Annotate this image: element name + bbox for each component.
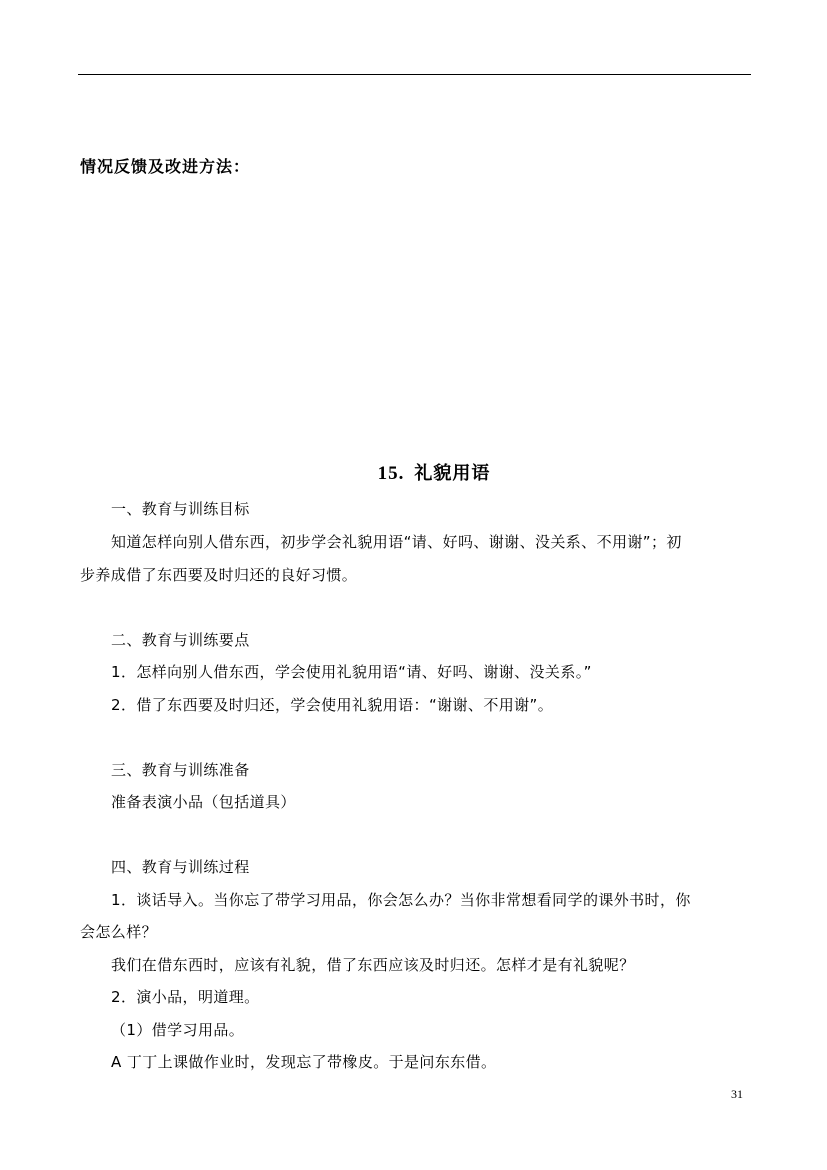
- lesson-number: 15.: [377, 463, 405, 484]
- lesson-title: [0, 462, 827, 486]
- section-2-item-1: 1．怎样向别人借东西，学会使用礼貌用语“请、好吗、谢谢、没关系。”: [111, 663, 592, 681]
- lesson-title-text: 礼貌用语: [414, 463, 491, 484]
- section-4-para-1: 我们在借东西时，应该有礼貌，借了东西应该及时归还。怎样才是有礼貌呢？: [111, 956, 635, 974]
- section-1-para-line-2: 步养成借了东西要及时归还的良好习惯。: [80, 566, 358, 584]
- section-1-heading: 一、教育与训练目标: [111, 500, 250, 518]
- section-4-item-1-line-1: 1．谈话导入。当你忘了带学习用品，你会怎么办？当你非常想看同学的课外书时，你: [111, 891, 691, 909]
- section-2-item-2: 2．借了东西要及时归还，学会使用礼貌用语：“谢谢、不用谢”。: [111, 696, 554, 714]
- page-number: 31: [731, 1087, 743, 1101]
- section-4-heading: 四、教育与训练过程: [111, 858, 250, 876]
- section-4-line-a: A 丁丁上课做作业时，发现忘了带橡皮。于是问东东借。: [111, 1053, 497, 1071]
- section-3-heading: 三、教育与训练准备: [111, 761, 250, 779]
- section-2-heading: 二、教育与训练要点: [111, 631, 250, 649]
- feedback-heading: 情况反馈及改进方法：: [80, 157, 251, 176]
- section-4-sub-1: （1）借学习用品。: [111, 1021, 245, 1039]
- section-3-body: 准备表演小品（包括道具）: [111, 793, 296, 811]
- section-4-item-2: 2．演小品，明道理。: [111, 988, 260, 1006]
- section-4-item-1-line-2: 会怎么样？: [80, 923, 158, 941]
- section-1-para-line-1: 知道怎样向别人借东西，初步学会礼貌用语“请、好吗、谢谢、没关系、不用谢”；初: [111, 533, 682, 551]
- header-rule: [78, 74, 751, 75]
